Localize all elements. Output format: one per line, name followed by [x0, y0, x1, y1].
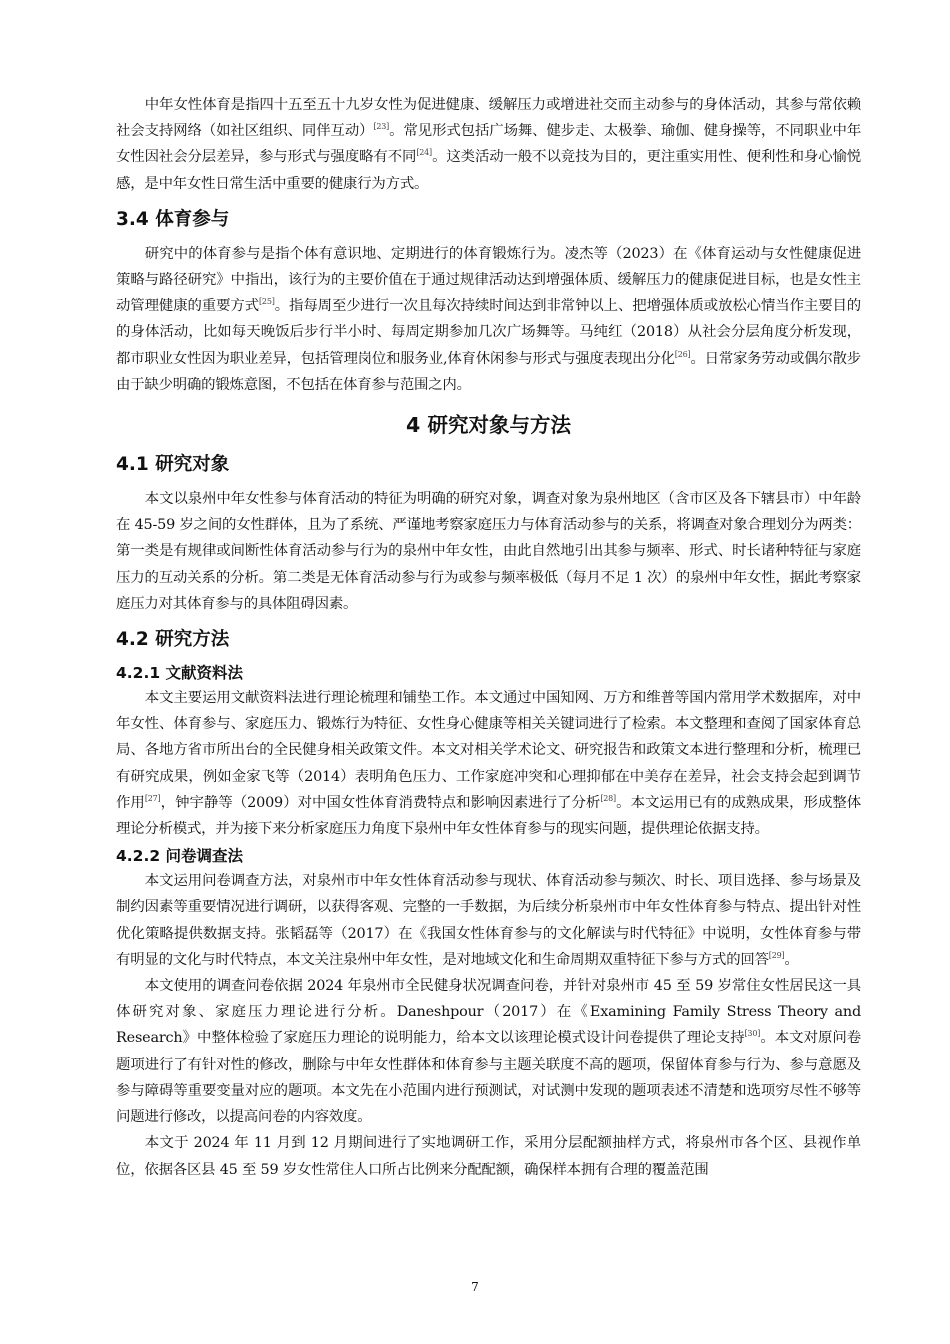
paragraph-middle-aged-women-sports: 中年女性体育是指四十五至五十九岁女性为促进健康、缓解压力或增进社交而主动参与的身体活动，其参与常依赖社会支持网络（如社区组织、同伴互动）[23]。常见形式包括广场舞、健步走、太极拳、瑜伽、健身操等，不同职业中年女性因社会分层差异，参与形式与强度略有不同[24]。这类活动一般不以竞技为目的，更注重实用性、便利性和身心愉悦感，是中年女性日常生活中重要的健康行为方式。 [116, 97, 862, 192]
subsection-heading-4-2-1: 4.2.1 文献资料法 [116, 664, 244, 683]
citation-27: [27] [144, 794, 161, 804]
citation-30: [30] [744, 1029, 761, 1039]
citation-24: [24] [416, 148, 432, 158]
paragraph-literature-method: 本文主要运用文献资料法进行理论梳理和铺垫工作。本文通过中国知网、万方和维普等国内常用学术数据库，对中年女性、体育参与、家庭压力、锻炼行为特征、女性身心健康等相关关键词进行了检索。本文整理和查阅了国家体育总局、各地方省市所出台的全民健身相关政策文件。本文对相关学术论文、研究报告和政策文本进行整理和分析，梳理已有研究成果，例如金家飞等（2014）表明角色压力、工作家庭冲突和心理抑郁在中美存在差异，社会支持会起到调节作用[27]，钟宇静等（2009）对中国女性体育消费特点和影响因素进行了分析[28]。本文运用已有的成熟成果，形成整体理论分析模式，并为接下来分析家庭压力角度下泉州中年女性体育参与的现实问题，提供理论依据支持。 [116, 690, 861, 838]
paragraph-field-survey: 本文于 2024 年 11 月到 12 月期间进行了实地调研工作，采用分层配额抽样方式，将泉州市各个区、县视作单位，依据各区县 45 至 59 岁女性常住人口所占比例来分配配额，确保样本拥有合理的覆盖范围 [116, 1135, 861, 1178]
paragraph-questionnaire-method: 本文运用问卷调查方法，对泉州市中年女性体育活动参与现状、体育活动参与频次、时长、项目选择、参与场景及制约因素等重要情况进行调研，以获得客观、完整的一手数据，为后续分析泉州市中年女性体育参与特点、提出针对性优化策略提供数据支持。张韬磊等（2017）在《我国女性体育参与的文化解读与时代特征》中说明，女性体育参与带有明显的文化与时代特点，本文关注泉州中年女性，是对地域文化和生命周期双重特征下参与方式的回答[29]。 [116, 873, 861, 968]
chapter-heading-4: 4 研究对象与方法 [406, 413, 571, 438]
paragraph-questionnaire-design: 本文使用的调查问卷依据 2024 年泉州市全民健身状况调查问卷，并针对泉州市 45 至 59 岁常住女性居民这一具体研究对象、家庭压力理论进行分析。Daneshpour（2017）在《Examining Family Stress Theory and Research》中整体检验了家庭压力理论的说明能力，给本文以该理论模式设计问卷提供了理论支持[30]。本文对原问卷题项进行了有针对性的修改，删除与中年女性群体和体育参与主题关联度不高的题项，保留体育参与行为、参与意愿及参与障碍等重要变量对应的题项。本文先在小范围内进行预测试，对试测中发现的题项表述不清楚和选项穷尽性不够等问题进行修改，以提高问卷的内容效度。 [116, 978, 861, 1126]
citation-23: [23] [373, 122, 390, 132]
citation-25: [25] [259, 297, 275, 307]
citation-26: [26] [674, 349, 691, 359]
paragraph-research-subjects: 本文以泉州中年女性参与体育活动的特征为明确的研究对象，调查对象为泉州地区（含市区及各下辖县市）中年龄在 45-59 岁之间的女性群体，且为了系统、严谨地考察家庭压力与体育活动参与的关系，将调查对象合理划分为两类：第一类是有规律或间断性体育活动参与行为的泉州中年女性，由此自然地引出其参与频率、形式、时长诸种特征与家庭压力的互动关系的分析。第二类是无体育活动参与行为或参与频率极低（每月不足 1 次）的泉州中年女性，据此考察家庭压力对其体育参与的具体阻碍因素。 [116, 491, 861, 612]
page-content [116, 92, 861, 1183]
citation-29: [29] [768, 951, 785, 961]
section-heading-3-4: 3.4 体育参与 [116, 208, 230, 230]
paragraph-sports-participation: 研究中的体育参与是指个体有意识地、定期进行的体育锻炼行为。凌杰等（2023）在《体育运动与女性健康促进策略与路径研究》中指出，该行为的主要价值在于通过规律活动达到增强体质、缓解压力的健康促进目标，也是女性主动管理健康的重要方式[25]。指每周至少进行一次且每次持续时间达到非常钟以上、把增强体质或放松心情当作主要目的的身体活动，比如每天晚饭后步行半小时、每周定期参加几次广场舞等。马纯红（2018）从社会分层角度分析发现，都市职业女性因为职业差异，包括管理岗位和服务业,体育休闲参与形式与强度表现出分化[26]。日常家务劳动或偶尔散步由于缺少明确的锻炼意图，不包括在体育参与范围之内。 [116, 245, 862, 393]
page-number: 7 [471, 1280, 479, 1294]
section-heading-4-1: 4.1 研究对象 [116, 454, 230, 476]
subsection-heading-4-2-2: 4.2.2 问卷调查法 [116, 847, 244, 866]
citation-28: [28] [600, 794, 616, 804]
section-heading-4-2: 4.2 研究方法 [116, 629, 230, 651]
